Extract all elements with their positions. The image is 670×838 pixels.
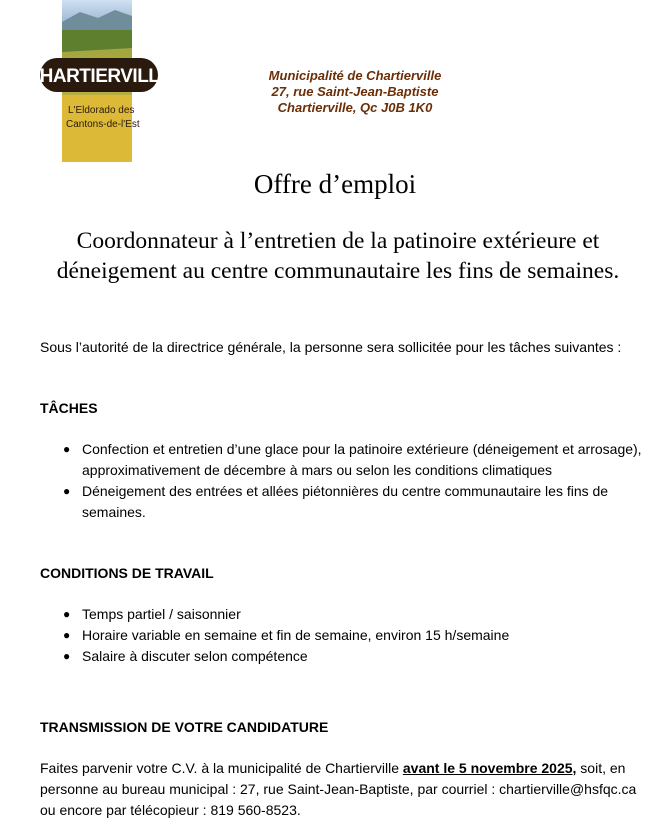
condition-text: Salaire à discuter selon compétence <box>82 648 308 664</box>
list-item <box>40 625 642 646</box>
tasks-list <box>40 439 642 523</box>
offer-title: Offre d’emploi <box>253 169 417 199</box>
deadline-text: avant le 5 novembre 2025, <box>402 760 577 776</box>
bullet-icon: ● <box>63 628 71 642</box>
address-block <box>240 68 470 116</box>
task-text: Déneigement des entrées et allées piétonnières du centre communautaire les fins de semaines. <box>82 483 609 520</box>
bullet-icon: ● <box>63 649 71 663</box>
list-item <box>40 481 642 523</box>
condition-text: Temps partiel / saisonnier <box>82 606 241 622</box>
municipality-logo <box>26 0 172 162</box>
logo-name: CHARTIERVILLE <box>26 66 172 87</box>
conditions-heading: CONDITIONS DE TRAVAIL <box>40 565 214 581</box>
logo-tagline-line2: Cantons-de-l'Est <box>66 119 140 130</box>
intro-paragraph: Sous l’autorité de la directrice générale, la personne sera sollicitée pour les tâches suivantes : <box>40 339 622 355</box>
address-line-3: Chartierville, Qc J0B 1K0 <box>277 100 433 115</box>
transmission-paragraph <box>40 758 640 821</box>
transmission-text-before: Faites parvenir votre C.V. à la municipalité de Chartierville <box>40 760 403 776</box>
address-line-2: 27, rue Saint-Jean-Baptiste <box>271 84 439 99</box>
condition-text: Horaire variable en semaine et fin de semaine, environ 15 h/semaine <box>82 627 510 643</box>
list-item <box>40 646 642 667</box>
job-title: Coordonnateur à l’entretien de la patinoire extérieure et déneigement au centre communautaire les fins de semaines. <box>56 228 620 284</box>
task-text: Confection et entretien d’une glace pour la patinoire extérieure (déneigement et arrosage), approximativement de décembre à mars ou selon les conditions climatiques <box>82 441 642 478</box>
tasks-heading: TÂCHES <box>40 400 98 416</box>
bullet-icon: ● <box>63 607 71 621</box>
bullet-icon: ● <box>63 442 71 456</box>
conditions-list <box>40 604 642 667</box>
logo-tagline-line1: L'Eldorado des <box>68 105 135 116</box>
bullet-icon: ● <box>63 484 71 498</box>
list-item <box>40 604 642 625</box>
transmission-heading: TRANSMISSION DE VOTRE CANDIDATURE <box>40 719 329 735</box>
address-line-1: Municipalité de Chartierville <box>268 68 442 83</box>
list-item <box>40 439 642 481</box>
transmission-text-after: soit, en personne au bureau municipal : 27, rue Saint-Jean-Baptiste, par courriel : chartierville@hsfqc.ca ou encore par télécopieur : 819 560-8523. <box>40 760 637 818</box>
